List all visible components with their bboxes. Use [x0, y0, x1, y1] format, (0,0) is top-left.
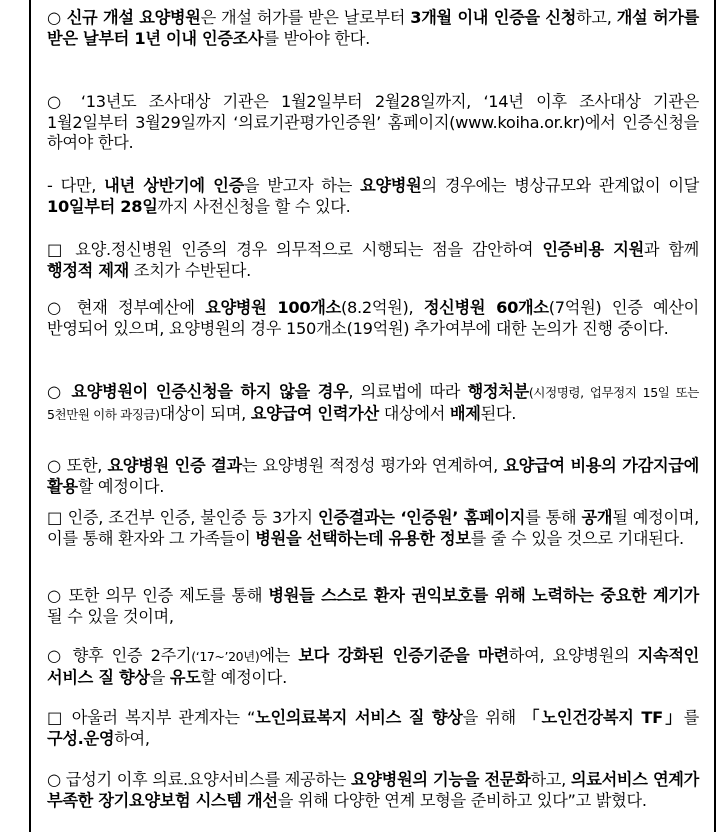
bold-run: 보다 강화된 인증기준을 마련: [298, 646, 509, 665]
text-run: 를 통해: [525, 508, 582, 527]
text-run: ○ 현재 정부예산에: [47, 298, 206, 317]
paragraph: [47, 240, 699, 281]
text-run: 은 개설 허가를 받은 날로부터: [200, 8, 411, 27]
paragraph: [47, 8, 699, 49]
bold-run: 요양급여 비용의 가감지급에 활용: [47, 456, 699, 496]
text-run: 대상에서: [378, 403, 450, 423]
text-run: 조치가 수반된다.: [129, 260, 251, 280]
text-run: 될 수 있을 것이며,: [47, 606, 174, 626]
bold-run: ○: [47, 8, 67, 27]
text-run: □ 아울러 복지부 관계자는 “: [47, 708, 256, 727]
text-run: (시정명령, 업무정지 15일 또는 5천만원 이하 과징금): [47, 385, 699, 422]
bold-run: 요양병원이 인증신청을 하지 않을 경우: [71, 382, 349, 401]
bold-run: 요양병원: [360, 176, 422, 195]
text-run: (‘17~’20년): [191, 649, 260, 664]
text-run: □ 요양.정신병원 인증의 경우 의무적으로 시행되는 점을 감안하여: [47, 240, 543, 259]
paragraph: [47, 708, 699, 749]
text-run: 를: [683, 708, 699, 727]
text-run: 는 요양병원 적정성 평가와 연계하여,: [241, 456, 504, 475]
bold-run: 지속적인 서비스 질 향상: [47, 646, 699, 687]
bold-run: 개설 허가를 받은 날부터 1년 이내 인증조사: [47, 8, 699, 48]
text-run: 의 경우에는 병상규모와 관계없이 이달: [421, 176, 699, 195]
paragraph: [47, 586, 699, 627]
text-run: (8.2억원),: [340, 298, 424, 317]
text-run: 를 줄 수 있을 것으로 기대된다.: [470, 528, 684, 548]
text-run: - 다만,: [47, 176, 105, 195]
bold-run: 구성.운영: [47, 728, 115, 748]
text-run: 하여,: [114, 728, 150, 748]
text-run: 대상이 되며,: [159, 403, 251, 423]
bold-run: 3개월 이내 인증을 신청: [410, 8, 577, 27]
text-run: 된다.: [480, 403, 517, 423]
text-run: 하여, 요양병원의: [508, 646, 638, 665]
paragraph: [47, 646, 699, 688]
paragraph: [47, 770, 699, 811]
bold-run: 정신병원 60개소: [423, 298, 549, 317]
text-run: 될 예정이며, 이를 통해 환자와 그 가족들이: [47, 508, 699, 548]
paragraph: [47, 176, 699, 217]
paragraph: [47, 92, 699, 154]
bold-run: ○: [47, 382, 72, 401]
bold-run: 인증결과는 ‘인증원’ 홈페이지: [317, 508, 526, 527]
bold-run: 행정처분: [467, 382, 529, 401]
text-run: 하고,: [530, 770, 571, 789]
bold-run: 행정적 제재: [47, 260, 130, 280]
text-run: 에는: [259, 646, 299, 665]
text-run: ○ ‘13년도 조사대상 기관은 1월2일부터 2월28일까지, ‘14년 이후 조사대상 기관은 1월2일부터 3월29일까지 ‘의료기관평가인증원’ 홈페이지(www.koiha.or.kr)에서 인증신청을 하여야 한다.: [47, 92, 699, 152]
text-run: ○ 또한,: [47, 456, 108, 475]
text-run: ○ 급성기 이후 의료.요양서비스를 제공하는: [47, 770, 351, 789]
bold-run: 「노인건강복지 TF」: [523, 708, 684, 727]
paragraph: [47, 382, 699, 425]
paragraph: [47, 508, 699, 549]
bold-run: 노인의료복지 서비스 질 향상: [255, 708, 463, 727]
bold-run: 유도: [169, 667, 201, 687]
bold-run: 10일부터 28일: [47, 196, 158, 216]
bold-run: 요양병원의 기능을 전문화: [350, 770, 531, 789]
bold-run: 요양급여 인력가산: [250, 403, 379, 423]
bold-run: 요양병원 인증 결과: [107, 456, 242, 475]
paragraph: [47, 298, 699, 339]
text-run: □ 인증, 조건부 인증, 불인증 등 3가지: [47, 508, 318, 527]
text-run: 까지 사전신청을 할 수 있다.: [157, 196, 351, 216]
text-run: (7억원) 인증 예산이 반영되어 있으며, 요양병원의 경우 150개소(19억원) 추가여부에 대한 논의가 진행 중이다.: [47, 298, 699, 338]
text-run: 을 위해 다양한 연계 모형을 준비하고 있다”고 밝혔다.: [277, 790, 647, 810]
text-run: 를 받아야 한다.: [263, 28, 370, 48]
bold-run: 병원을 선택하는데 유용한 정보: [255, 528, 471, 548]
bold-run: 인증비용 지원: [542, 240, 644, 259]
text-run: 을 위해: [462, 708, 524, 727]
text-run: 하고,: [576, 8, 617, 27]
text-run: , 의료법에 따라: [348, 382, 468, 401]
text-run: 을 받고자 하는: [243, 176, 361, 195]
bold-run: 배제: [449, 403, 481, 423]
text-run: 과 함께: [643, 240, 699, 259]
bold-run: 병원들 스스로 환자 권익보호를 위해 노력하는 중요한 계기가: [268, 586, 700, 605]
text-run: ○ 향후 인증 2주기: [47, 646, 192, 665]
text-run: ○ 또한 의무 인증 제도를 통해: [47, 586, 269, 605]
text-run: 할 예정이다.: [200, 667, 287, 687]
bold-run: 신규 개설 요양병원: [66, 8, 201, 27]
bold-run: 내년 상반기에 인증: [104, 176, 244, 195]
bold-run: 의료서비스 연계가 부족한 장기요양보험 시스템 개선: [47, 770, 699, 810]
text-run: 할 예정이다.: [77, 476, 165, 496]
text-run: 을: [149, 667, 170, 687]
bold-run: 공개: [581, 508, 613, 527]
bold-run: 요양병원 100개소: [205, 298, 341, 317]
paragraph: [47, 456, 699, 497]
